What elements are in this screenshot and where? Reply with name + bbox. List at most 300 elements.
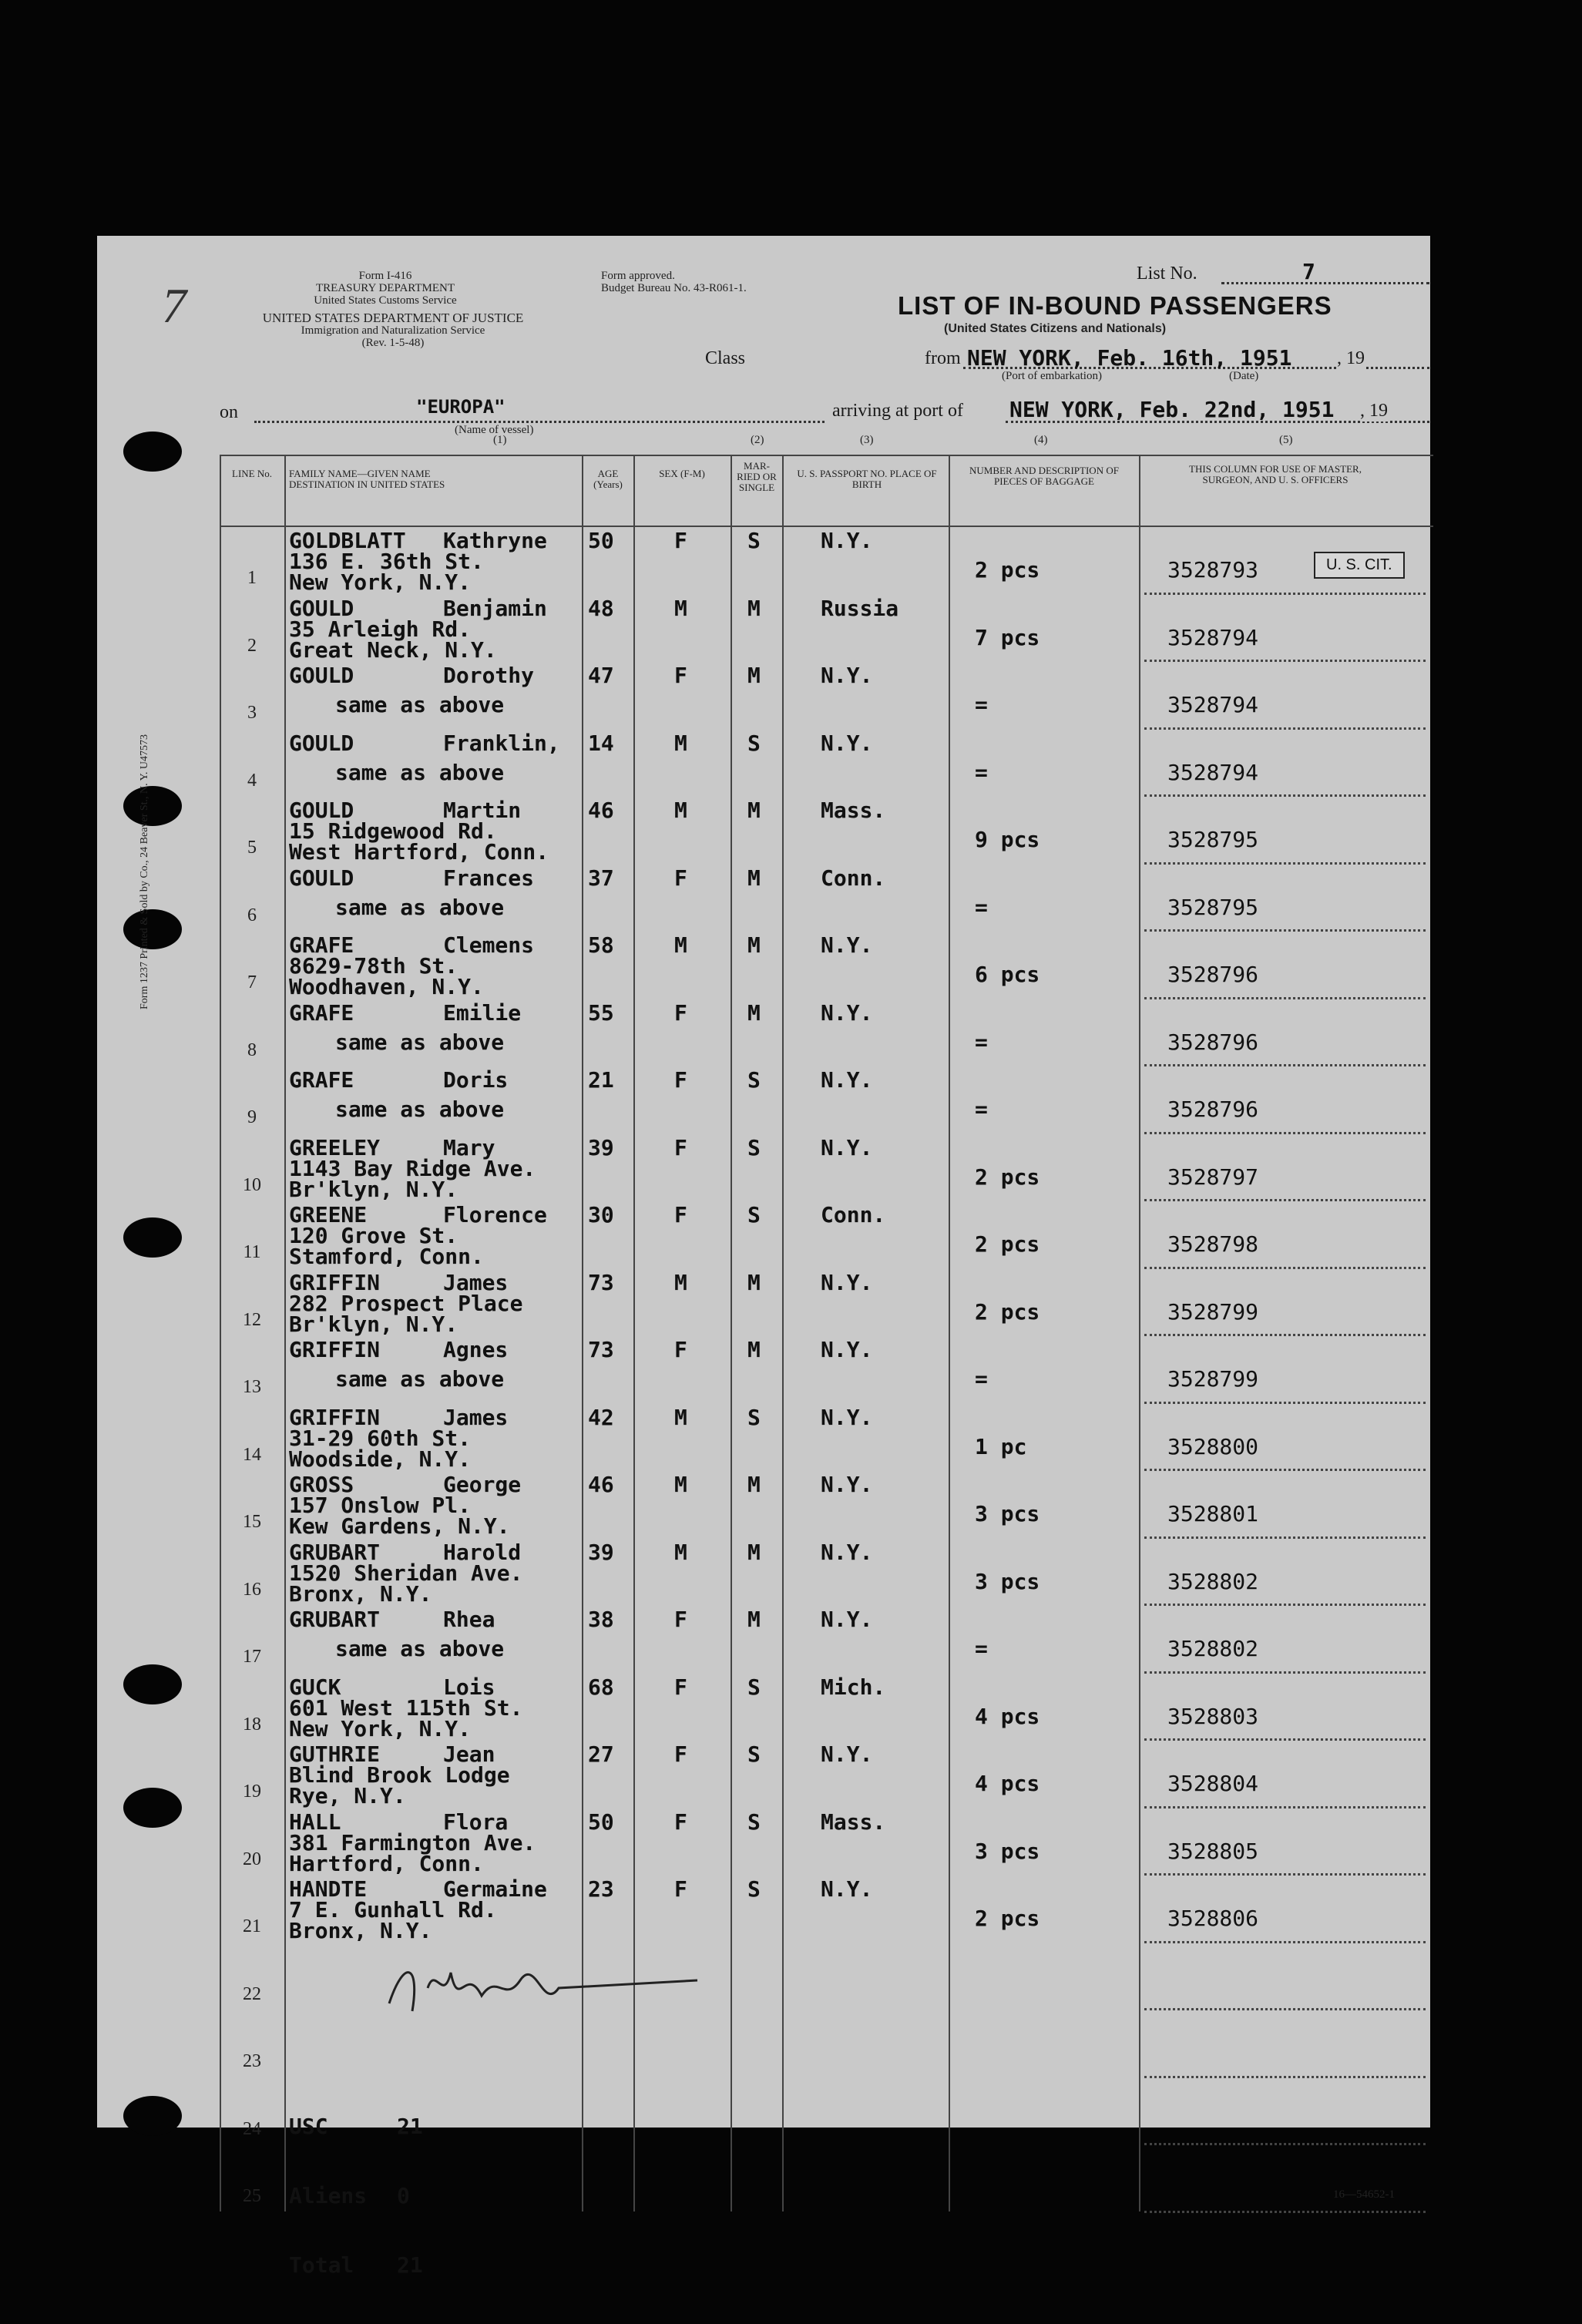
- from-year: , 19: [1337, 348, 1365, 368]
- table-row: [220, 1000, 1433, 1068]
- address-line-1: same as above: [335, 1097, 505, 1122]
- age: 46: [588, 798, 614, 823]
- address-line-2: New York, N.Y.: [289, 1715, 472, 1741]
- table-row: [220, 596, 1433, 663]
- address-line-1: same as above: [335, 692, 505, 717]
- arriving-label: arriving at port of: [832, 401, 963, 421]
- form-line: Form I-416: [358, 270, 412, 282]
- row-divider: [1144, 593, 1426, 595]
- marital-status: S: [747, 1404, 761, 1430]
- age: 68: [588, 1674, 614, 1700]
- given-name: Clemens: [443, 932, 535, 958]
- approval-line: Form approved.: [601, 270, 675, 282]
- given-name: Agnes: [443, 1337, 509, 1362]
- marital-status: S: [747, 528, 761, 553]
- marital-status: M: [747, 865, 761, 891]
- place-of-birth: N.Y.: [821, 1269, 873, 1295]
- total-usc: [289, 2115, 423, 2138]
- address-line-2: Rye, N.Y.: [289, 1783, 406, 1808]
- given-name: Rhea: [443, 1607, 495, 1632]
- row-divider: [1144, 794, 1426, 797]
- address-line-2: Stamford, Conn.: [289, 1244, 484, 1269]
- family-name: GREELEY: [289, 1134, 381, 1160]
- place-of-birth: Mass.: [821, 1808, 886, 1835]
- row-divider: [1144, 997, 1426, 999]
- age: 42: [588, 1404, 614, 1430]
- baggage: 3 pcs: [975, 1838, 1040, 1864]
- line-number: 23: [243, 2051, 261, 2071]
- table-row: [220, 1674, 1433, 1742]
- row-divider: [1144, 1199, 1426, 1201]
- document-number: 3528799: [1167, 1298, 1259, 1325]
- table-row: [220, 798, 1433, 865]
- marital-status: S: [747, 1674, 761, 1700]
- doj-line: (Rev. 1-5-48): [361, 337, 425, 349]
- list-number: 7: [1302, 259, 1315, 284]
- sex: M: [674, 798, 687, 823]
- document-number: 3528794: [1167, 692, 1259, 717]
- marital-status: S: [747, 1067, 761, 1093]
- sex: F: [674, 999, 687, 1026]
- class-label: Class: [705, 348, 746, 368]
- marital-status: M: [747, 663, 761, 688]
- place-of-birth: N.Y.: [821, 1404, 873, 1430]
- address-line-2: Bronx, N.Y.: [289, 1918, 432, 1943]
- given-name: James: [443, 1404, 509, 1430]
- given-name: Emilie: [443, 999, 522, 1026]
- age: 73: [588, 1337, 614, 1362]
- baggage: =: [975, 692, 988, 717]
- address-line-1: same as above: [335, 1636, 505, 1661]
- place-of-birth: N.Y.: [821, 999, 873, 1026]
- col-header-baggage: NUMBER AND DESCRIPTION OF PIECES OF BAGGAGE: [969, 465, 1119, 487]
- sex: M: [674, 595, 687, 621]
- sex: M: [674, 932, 687, 958]
- address-line-2: Br'klyn, N.Y.: [289, 1176, 458, 1202]
- address-line-1: 136 E. 36th St.: [289, 549, 484, 574]
- given-name: Germaine: [443, 1876, 547, 1902]
- col-header-age: AGE (Years): [593, 468, 623, 490]
- binder-hole: [123, 1664, 182, 1704]
- baggage: 6 pcs: [975, 962, 1040, 987]
- row-divider: [1144, 1941, 1426, 1943]
- document-number: 3528806: [1167, 1906, 1259, 1931]
- document-number: 3528795: [1167, 827, 1259, 852]
- table-row: [220, 663, 1433, 730]
- total-all: [289, 2254, 423, 2277]
- table-row: [220, 1270, 1433, 1338]
- list-number-dots: [1221, 282, 1429, 284]
- footer-code: 16—54652-1: [1333, 2188, 1395, 2201]
- family-name: GOULD: [289, 865, 354, 891]
- sex: F: [674, 1067, 687, 1093]
- total-label: Total: [289, 2252, 354, 2278]
- document-number: 3528793: [1167, 557, 1259, 583]
- baggage: 2 pcs: [975, 557, 1040, 583]
- line-number: 10: [243, 1174, 261, 1195]
- line-number: 9: [247, 1107, 257, 1127]
- baggage: 4 pcs: [975, 1703, 1040, 1729]
- marital-status: M: [747, 1539, 761, 1565]
- sex: M: [674, 1269, 687, 1295]
- marital-status: M: [747, 595, 761, 621]
- place-of-birth: N.Y.: [821, 1876, 873, 1902]
- place-of-birth: Mass.: [821, 798, 886, 823]
- family-name: GRUBART: [289, 1539, 381, 1565]
- document-number: 3528803: [1167, 1703, 1259, 1729]
- row-divider: [1144, 1806, 1426, 1808]
- line-number: 17: [243, 1647, 261, 1667]
- doj-line: Immigration and Naturalization Service: [301, 324, 485, 337]
- binder-hole: [123, 1788, 182, 1828]
- line-number: 7: [247, 972, 257, 992]
- given-name: Benjamin: [443, 595, 547, 621]
- place-of-birth: N.Y.: [821, 1607, 873, 1632]
- address-line-1: same as above: [335, 1366, 505, 1392]
- line-number: 20: [243, 1849, 261, 1869]
- age: 58: [588, 932, 614, 958]
- age: 55: [588, 999, 614, 1026]
- binder-hole: [123, 786, 182, 826]
- col-number-1: (1): [493, 434, 507, 446]
- place-of-birth: N.Y.: [821, 932, 873, 958]
- table-header-border: [220, 526, 1433, 527]
- age: 50: [588, 1808, 614, 1835]
- address-line-1: 7 E. Gunhall Rd.: [289, 1897, 497, 1923]
- document-number: 3528802: [1167, 1636, 1259, 1661]
- marital-status: S: [747, 1876, 761, 1902]
- age: 21: [588, 1067, 614, 1093]
- binder-hole: [123, 909, 182, 949]
- row-divider: [1144, 1671, 1426, 1674]
- family-name: GREENE: [289, 1202, 368, 1227]
- family-name: GOULD: [289, 663, 354, 688]
- address-line-1: 1520 Sheridan Ave.: [289, 1560, 523, 1586]
- table-row: [220, 1067, 1433, 1135]
- totals-block: [289, 2069, 423, 2323]
- family-name: GOULD: [289, 798, 354, 823]
- line-number: 24: [243, 2118, 261, 2139]
- row-divider: [1144, 660, 1426, 662]
- sex: F: [674, 1741, 687, 1767]
- table-top-border: [220, 455, 1433, 456]
- binder-hole: [123, 1217, 182, 1258]
- family-name: GRAFE: [289, 932, 354, 958]
- row-divider: [1144, 727, 1426, 730]
- line-number: 21: [243, 1916, 261, 1936]
- given-name: Florence: [443, 1202, 547, 1227]
- age: 47: [588, 663, 614, 688]
- row-divider: [1144, 2143, 1426, 2145]
- sex: F: [674, 1202, 687, 1227]
- baggage: =: [975, 894, 988, 920]
- port-caption: (Port of embarkation): [1002, 370, 1102, 382]
- address-line-1: 381 Farmington Ave.: [289, 1829, 536, 1856]
- address-line-2: New York, N.Y.: [289, 569, 472, 595]
- table-row: [220, 730, 1433, 798]
- marital-status: M: [747, 932, 761, 958]
- age: 23: [588, 1876, 614, 1902]
- family-name: GRIFFIN: [289, 1269, 381, 1295]
- document-number: 3528794: [1167, 624, 1259, 650]
- line-number: 25: [243, 2186, 261, 2206]
- line-number: 3: [247, 703, 257, 723]
- given-name: Dorothy: [443, 663, 535, 688]
- document-number: 3528796: [1167, 1029, 1259, 1055]
- doj-line: UNITED STATES DEPARTMENT OF JUSTICE: [262, 311, 524, 325]
- col-header-name: FAMILY NAME—GIVEN NAME DESTINATION IN UNITED STATES: [289, 468, 445, 490]
- printer-imprint: Form 1237 Printed & Sold by Co., 24 Beaver St., N. Y. U47573: [139, 734, 150, 1009]
- address-line-2: Woodhaven, N.Y.: [289, 974, 484, 999]
- baggage: 2 pcs: [975, 1231, 1040, 1257]
- line-number: 13: [243, 1377, 261, 1397]
- line-number: 19: [243, 1782, 261, 1802]
- given-name: Franklin,: [443, 730, 560, 756]
- family-name: HANDTE: [289, 1876, 368, 1902]
- address-line-2: Br'klyn, N.Y.: [289, 1311, 458, 1337]
- baggage: 9 pcs: [975, 827, 1040, 852]
- approval-line: Budget Bureau No. 43-R061-1.: [601, 282, 747, 294]
- baggage: 3 pcs: [975, 1568, 1040, 1594]
- line-number: 2: [247, 635, 257, 656]
- age: 38: [588, 1607, 614, 1632]
- col-header-line: LINE No.: [232, 468, 272, 479]
- sex: F: [674, 1607, 687, 1632]
- given-name: George: [443, 1472, 522, 1497]
- age: 14: [588, 730, 614, 756]
- col-number-3: (3): [860, 434, 874, 446]
- family-name: GRUBART: [289, 1607, 381, 1632]
- row-divider: [1144, 1738, 1426, 1741]
- document-number: 3528799: [1167, 1366, 1259, 1392]
- place-of-birth: N.Y.: [821, 1472, 873, 1497]
- table-row: [220, 1607, 1433, 1674]
- row-divider: [1144, 862, 1426, 865]
- given-name: Martin: [443, 798, 522, 823]
- row-divider: [1144, 929, 1426, 932]
- row-divider: [1144, 1469, 1426, 1471]
- place-of-birth: Russia: [821, 595, 899, 621]
- place-of-birth: N.Y.: [821, 663, 873, 688]
- row-divider: [1144, 1604, 1426, 1606]
- given-name: Harold: [443, 1539, 522, 1565]
- table-row: [220, 1876, 1433, 1944]
- arriving-year: , 19: [1360, 401, 1388, 421]
- given-name: Jean: [443, 1741, 495, 1767]
- document-number: 3528801: [1167, 1501, 1259, 1526]
- document-number: 3528805: [1167, 1838, 1259, 1864]
- address-line-2: West Hartford, Conn.: [289, 839, 549, 865]
- marital-status: M: [747, 1472, 761, 1497]
- vessel-name: "EUROPA": [416, 396, 506, 418]
- table-row: [220, 1405, 1433, 1473]
- officer-signature: [374, 1942, 759, 2034]
- form-line: United States Customs Service: [314, 294, 457, 307]
- line-number: 14: [243, 1444, 261, 1465]
- form-block: [270, 270, 501, 307]
- line-number: 12: [243, 1309, 261, 1330]
- row-divider: [1144, 2008, 1426, 2010]
- address-line-2: Bronx, N.Y.: [289, 1580, 432, 1607]
- approval-block: [601, 270, 832, 294]
- sex: F: [674, 1674, 687, 1700]
- col-number-5: (5): [1279, 434, 1293, 446]
- marital-status: M: [747, 1337, 761, 1362]
- line-number: 11: [243, 1242, 261, 1262]
- marital-status: S: [747, 1134, 761, 1160]
- total-value: 21: [397, 2114, 423, 2139]
- age: 30: [588, 1202, 614, 1227]
- address-line-1: 282 Prospect Place: [289, 1290, 523, 1316]
- baggage: 2 pcs: [975, 1298, 1040, 1325]
- document-number: 3528802: [1167, 1568, 1259, 1594]
- address-line-1: 35 Arleigh Rd.: [289, 616, 472, 642]
- line-number: 1: [247, 568, 257, 588]
- baggage: =: [975, 759, 988, 785]
- family-name: GRAFE: [289, 1067, 354, 1093]
- table-row: [220, 1135, 1433, 1203]
- handwritten-mark: 7: [162, 278, 186, 333]
- sex: F: [674, 865, 687, 891]
- row-divider: [1144, 2076, 1426, 2078]
- address-line-1: Blind Brook Lodge: [289, 1762, 510, 1788]
- table-row: [220, 1741, 1433, 1809]
- total-value: 21: [397, 2252, 423, 2278]
- line-number: 4: [247, 770, 257, 791]
- sex: F: [674, 1808, 687, 1835]
- row-divider: [1144, 2211, 1426, 2213]
- table-row: [220, 932, 1433, 1000]
- baggage: 7 pcs: [975, 624, 1040, 650]
- sex: F: [674, 1337, 687, 1362]
- page-title: LIST OF IN-BOUND PASSENGERS: [898, 291, 1332, 320]
- age: 48: [588, 595, 614, 621]
- baggage: =: [975, 1097, 988, 1122]
- binder-hole: [123, 432, 182, 472]
- sex: M: [674, 1472, 687, 1497]
- line-number: 5: [247, 838, 257, 858]
- table-row: [220, 528, 1433, 596]
- table-row: [220, 1337, 1433, 1405]
- total-label: Aliens: [289, 2183, 368, 2208]
- family-name: GOULD: [289, 730, 354, 756]
- sex: M: [674, 1539, 687, 1565]
- age: 27: [588, 1741, 614, 1767]
- family-name: GUCK: [289, 1674, 341, 1700]
- family-name: GRIFFIN: [289, 1404, 381, 1430]
- list-number-label: List No.: [1137, 264, 1197, 284]
- address-line-1: 1143 Bay Ridge Ave.: [289, 1155, 536, 1181]
- marital-status: M: [747, 999, 761, 1026]
- on-label: on: [220, 402, 238, 422]
- age: 37: [588, 865, 614, 891]
- total-aliens: [289, 2185, 423, 2208]
- family-name: GOULD: [289, 595, 354, 621]
- family-name: GROSS: [289, 1472, 354, 1497]
- address-line-2: Great Neck, N.Y.: [289, 636, 497, 663]
- page-subtitle: (United States Citizens and Nationals): [944, 322, 1167, 335]
- address-line-1: 8629-78th St.: [289, 953, 458, 979]
- address-line-2: Kew Gardens, N.Y.: [289, 1513, 510, 1539]
- age: 39: [588, 1134, 614, 1160]
- form-line: TREASURY DEPARTMENT: [315, 282, 455, 294]
- given-name: Flora: [443, 1808, 509, 1835]
- given-name: Doris: [443, 1067, 509, 1093]
- date-caption: (Date): [1229, 370, 1259, 382]
- document-number: 3528804: [1167, 1771, 1259, 1796]
- us-citizen-stamp: U. S. CIT.: [1314, 552, 1405, 579]
- document-number: 3528794: [1167, 759, 1259, 785]
- doj-block: [216, 312, 570, 349]
- address-line-1: 120 Grove St.: [289, 1223, 458, 1248]
- given-name: Mary: [443, 1134, 495, 1160]
- family-name: GUTHRIE: [289, 1741, 381, 1767]
- row-divider: [1144, 1402, 1426, 1404]
- place-of-birth: N.Y.: [821, 1337, 873, 1362]
- col-header-married: MAR-RIED OR SINGLE: [737, 460, 777, 493]
- col-header-sex: SEX (F-M): [659, 468, 705, 479]
- row-divider: [1144, 1267, 1426, 1269]
- place-of-birth: N.Y.: [821, 730, 873, 756]
- baggage: 3 pcs: [975, 1501, 1040, 1526]
- place-of-birth: N.Y.: [821, 1539, 873, 1565]
- row-divider: [1144, 1132, 1426, 1134]
- col-number-4: (4): [1034, 434, 1048, 446]
- row-divider: [1144, 1334, 1426, 1336]
- marital-status: S: [747, 1741, 761, 1767]
- address-line-1: same as above: [335, 894, 505, 920]
- vessel-dots: [254, 421, 825, 423]
- line-number: 16: [243, 1579, 261, 1600]
- address-line-1: same as above: [335, 759, 505, 785]
- marital-status: M: [747, 1269, 761, 1295]
- address-line-1: same as above: [335, 1029, 505, 1055]
- family-name: GRIFFIN: [289, 1337, 381, 1362]
- address-line-1: 15 Ridgewood Rd.: [289, 818, 497, 844]
- address-line-2: Woodside, N.Y.: [289, 1446, 472, 1472]
- given-name: Kathryne: [443, 528, 547, 553]
- sex: M: [674, 730, 687, 756]
- place-of-birth: Conn.: [821, 865, 886, 891]
- sex: F: [674, 1134, 687, 1160]
- table-row: [220, 1540, 1433, 1607]
- table-row: [220, 1202, 1433, 1270]
- line-number: 15: [243, 1512, 261, 1532]
- address-line-1: 157 Onslow Pl.: [289, 1493, 472, 1518]
- embarkation-value: NEW YORK, Feb. 16th, 1951: [967, 345, 1292, 371]
- binder-hole: [123, 2096, 182, 2136]
- marital-status: S: [747, 1202, 761, 1227]
- row-divider: [1144, 1064, 1426, 1066]
- place-of-birth: N.Y.: [821, 1741, 873, 1767]
- document-number: 3528795: [1167, 894, 1259, 920]
- row-divider: [1144, 1873, 1426, 1876]
- family-name: GOLDBLATT: [289, 528, 406, 553]
- row-divider: [1144, 1536, 1426, 1539]
- age: 73: [588, 1269, 614, 1295]
- baggage: 2 pcs: [975, 1164, 1040, 1190]
- place-of-birth: Mich.: [821, 1674, 886, 1700]
- document-number: 3528798: [1167, 1231, 1259, 1257]
- address-line-1: 31-29 60th St.: [289, 1425, 472, 1451]
- line-number: 6: [247, 905, 257, 925]
- family-name: HALL: [289, 1808, 341, 1835]
- sex: F: [674, 663, 687, 688]
- sex: F: [674, 1876, 687, 1902]
- address-line-2: Hartford, Conn.: [289, 1850, 484, 1876]
- age: 50: [588, 528, 614, 553]
- line-number: 22: [243, 1983, 261, 2004]
